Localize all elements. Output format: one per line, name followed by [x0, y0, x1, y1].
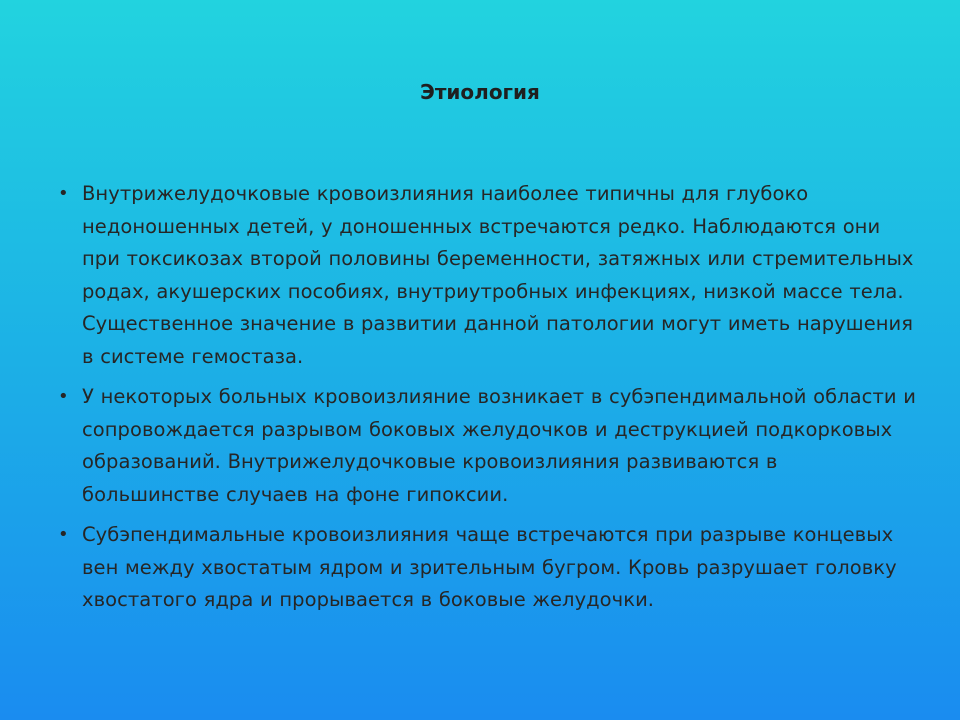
bullet-dot-icon: •: [58, 183, 69, 204]
bullet-dot-icon: •: [58, 524, 69, 545]
bullet-text: Внутрижелудочковые кровоизлияния наиболее типичны для глубоко недоношенных детей, у доношенных встречаются редко. Наблюдаются они при токсикозах второй половины беременности, затяжных или стремительных родах, акушерских пособиях, внутриутробных инфекциях, низкой массе тела. Существенное значение в развитии данной патологии могут иметь нарушения в системе гемостаза.: [82, 182, 914, 368]
bullet-text: Субэпендимальные кровоизлияния чаще встречаются при разрыве концевых вен между хвостатым ядром и зрительным бугром. Кровь разрушает головку хвостатого ядра и прорывается в боковые желудочки.: [82, 523, 897, 611]
bullet-dot-icon: •: [58, 386, 69, 407]
slide-title: Этиология: [420, 80, 540, 104]
bullet-item: [58, 381, 918, 511]
bullet-item: [58, 519, 918, 617]
bullet-item: [58, 178, 918, 373]
bullet-list: [58, 178, 918, 625]
bullet-text: У некоторых больных кровоизлияние возникает в субэпендимальной области и сопровождается разрывом боковых желудочков и деструкцией подкорковых образований. Внутрижелудочковые кровоизлияния развиваются в большинстве случаев на фоне гипоксии.: [82, 385, 916, 506]
